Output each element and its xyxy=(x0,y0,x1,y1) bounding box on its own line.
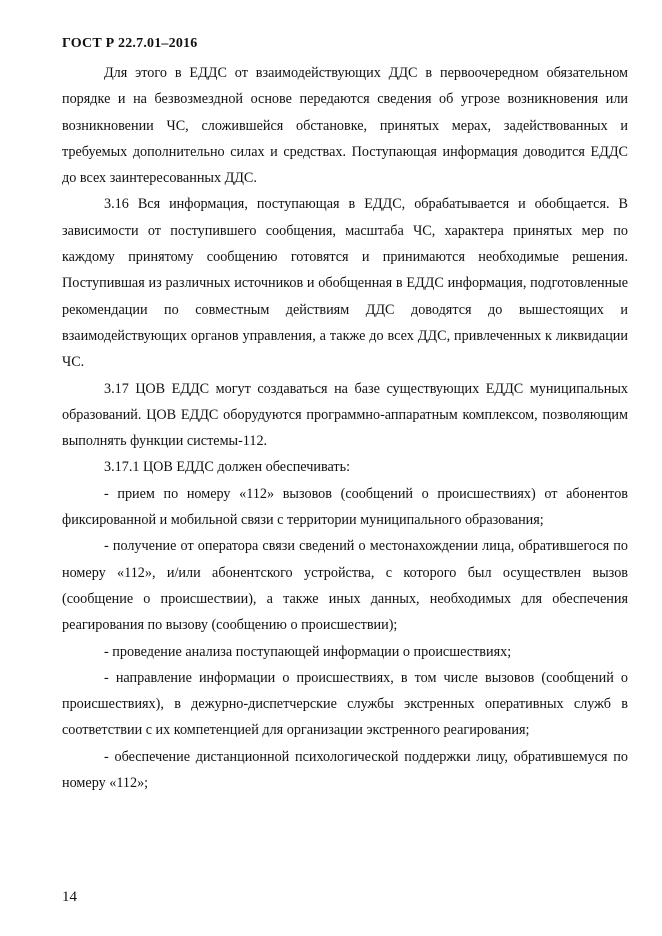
paragraph-3-17-1: 3.17.1 ЦОВ ЕДДС должен обеспечивать: xyxy=(104,459,351,476)
paragraph-edds-info-exchange: Для этого в ЕДДС от взаимодействующих ДДС в первоочередном обязательном порядке и на безвозмездной основе передаются сведения об угрозе возникновения или возникновении ЧС, сложившейся обстановке, принятых мерах, задействованных и требуемых дополнительно силах и средствах. Поступающая информация доводится ЕДДС до всех заинтересованных ДДС. xyxy=(62,65,628,187)
list-item-location-data: - получение от оператора связи сведений о местонахождении лица, обратившегося по номеру «112», и/или абонентского устройства, с которого был осуществлен вызов (сообщение о происшествии), а также иных данных, необходимых для обеспечения реагирования по вызову (сообщению о происшествии); xyxy=(62,538,628,634)
list-item-call-reception: - прием по номеру «112» вызовов (сообщений о происшествиях) от абонентов фиксированной и мобильной связи с территории муниципального образования; xyxy=(62,485,628,529)
list-item-psychological-support: - обеспечение дистанционной психологической поддержки лицу, обратившемуся по номеру «112»; xyxy=(62,748,628,792)
list-item-analysis: - проведение анализа поступающей информации о происшествиях; xyxy=(104,643,512,660)
standard-header: ГОСТ Р 22.7.01–2016 xyxy=(62,36,198,51)
paragraph-3-17: 3.17 ЦОВ ЕДДС могут создаваться на базе существующих ЕДДС муниципальных образований. ЦОВ ЕДДС оборудуются программно-аппаратным комплексом, позволяющим выполнять функции системы-112. xyxy=(62,380,628,450)
document-body xyxy=(62,60,628,796)
paragraph-3-16: 3.16 Вся информация, поступающая в ЕДДС, обрабатывается и обобщается. В зависимости от поступившего сообщения, масштаба ЧС, характера принятых мер по каждому принятому сообщению готовятся и принимаются необходимые решения. Поступившая из различных источников и обобщенная в ЕДДС информация, подготовленные рекомендации по совместным действиям ДДС доводятся до вышестоящих и взаимодействующих органов управления, а также до всех ДДС, привлеченных к ликвидации ЧС. xyxy=(62,196,628,371)
list-item-forwarding: - направление информации о происшествиях, в том числе вызовов (сообщений о происшествиях), в дежурно-диспетчерские службы экстренных оперативных служб в соответствии с их компетенцией для организации экстренного реагирования; xyxy=(62,669,628,739)
page-number: 14 xyxy=(62,889,77,905)
